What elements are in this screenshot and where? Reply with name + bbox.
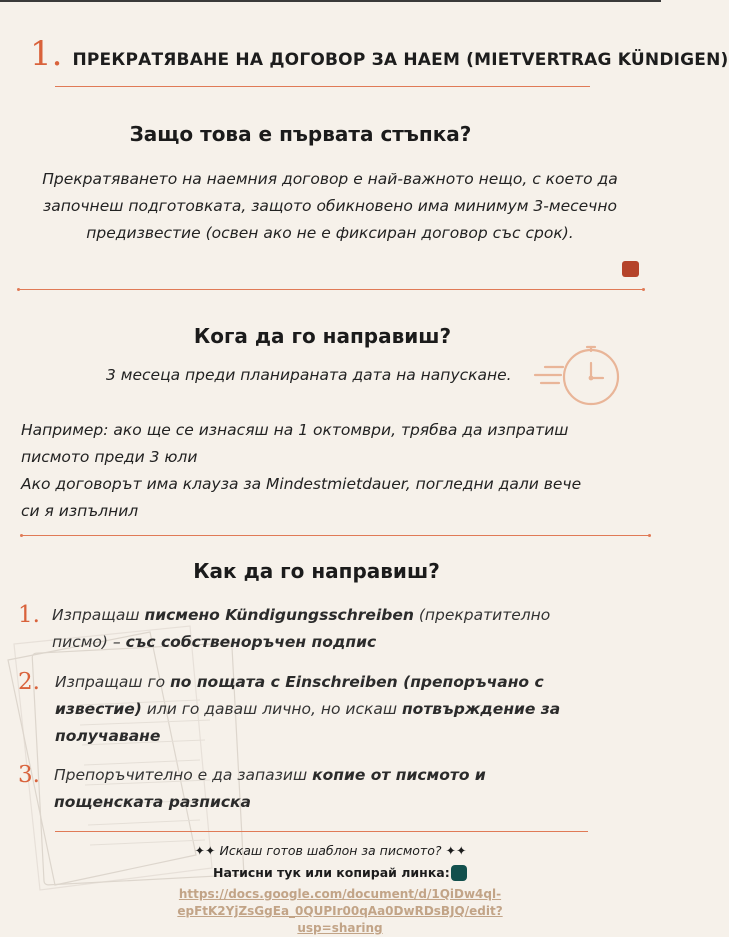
step-number: 3. — [18, 762, 40, 788]
step-number: 1. — [18, 602, 40, 628]
why-title: Защо това е първата стъпка? — [129, 122, 472, 146]
clock-fast-icon — [533, 345, 625, 409]
step-text: Препоръчително е да запазиш копие от писмото и пощенската разписка — [54, 766, 486, 811]
step-1 — [18, 602, 550, 656]
top-border — [0, 0, 661, 2]
section-header — [30, 34, 729, 74]
step-text: Изпращаш писмено Kündigungsschreiben (прекратително писмо) – със собственоръчен подпис — [52, 606, 551, 651]
header-divider — [55, 86, 590, 87]
accent-square-icon — [622, 261, 639, 277]
step-number: 2. — [18, 669, 40, 695]
when-title: Кога да го направиш? — [193, 324, 452, 348]
when-subtitle: 3 месеца преди планираната дата на напускане. — [106, 366, 512, 384]
cta-text: Натисни тук или копирай линка: — [213, 865, 450, 880]
step-3 — [18, 762, 486, 816]
template-link[interactable]: https://docs.google.com/document/d/1QiDw4ql-epFtK2YjZsGgEa_0QUPIr00qAa0DwRDsBJQ/edit? usp=sharing — [177, 887, 503, 935]
sparkle-icon: ✦✦ — [445, 843, 467, 858]
how-title: Как да го направиш? — [193, 559, 440, 583]
page-title: ПРЕКРАТЯВАНЕ НА ДОГОВОР ЗА НАЕМ (MIETVERTRAG KÜNDIGEN) — [72, 50, 729, 70]
template-question: ✦✦ Искаш готов шаблон за писмото? ✦✦ — [194, 843, 467, 858]
step-text: Изпращаш го по пощата с Einschreiben (препоръчано с известие) или го даваш лично, но искаш потвърждение за получаване — [55, 673, 561, 745]
footer-divider — [55, 831, 588, 832]
when-example: Например: ако ще се изнасяш на 1 октомври, трябва да изпратиш писмото преди 3 юли Ако договорът има клауза за Mindestmietdauer, погледни дали вече си я изпълнил — [21, 421, 582, 520]
why-text: Прекратяването на наемния договор е най-важното нещо, с което да започнеш подготовката, защото обикновено има минимум 3-месечно предизвестие (освен ако не е фиксиран договор със срок). — [42, 170, 618, 242]
link-square-icon[interactable] — [451, 865, 467, 881]
when-divider — [22, 535, 649, 536]
why-divider — [19, 289, 643, 290]
section-number: 1. — [30, 34, 63, 74]
sparkle-icon: ✦✦ — [194, 843, 216, 858]
step-2 — [18, 669, 560, 750]
